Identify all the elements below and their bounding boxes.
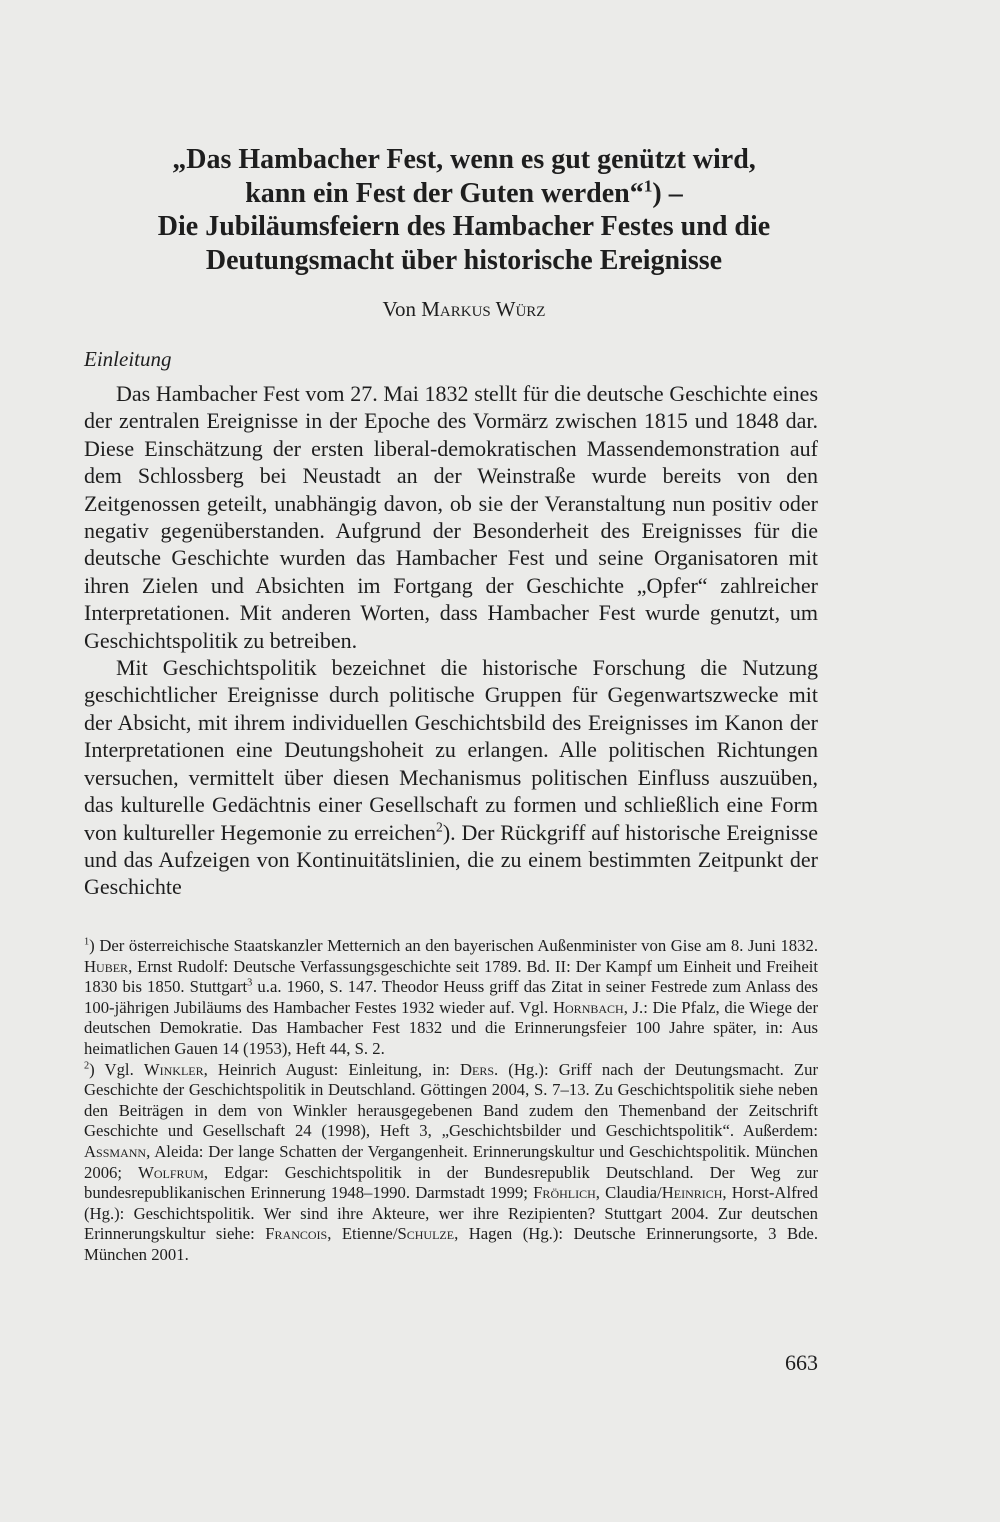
footnote-2-marker: 2 (84, 1060, 90, 1071)
title-line-4: Deutungsmacht über historische Ereignisse (205, 244, 723, 276)
footnote-separator (84, 924, 224, 925)
title-line-2: kann ein Fest der Guten werden“$^1$) – (245, 176, 683, 209)
page-number: 663 (785, 1350, 818, 1375)
footnote-ref-2[interactable]: 2 (436, 819, 443, 835)
title-line-3: Die Jubiläumsfeiern des Hambacher Festes und die (157, 211, 771, 242)
author-line (84, 296, 844, 322)
body-text (84, 380, 818, 901)
footnote-1-marker: 1 (84, 936, 90, 948)
footnotes (84, 936, 818, 1266)
title-line-1: „Das Hambacher Fest, wenn es gut genützt wird, (172, 144, 756, 175)
paragraph-1: Das Hambacher Fest vom 27. Mai 1832 stellt für die deutsche Geschichte eines der zentralen Ereignisse in der Epoche des Vormärz zwischen 1815 und 1848 dar. Diese Einschätzung der ersten liberal-demokratischen Massendemonstration auf dem Schlossberg bei Neustadt an der Weinstraße wurde bereits von den Zeitgenossen geteilt, unabhängig davon, ob sie der Veranstaltung nun positiv oder negativ gegenüberstanden. Aufgrund der Besonderheit des Ereignisses für die deutsche Geschichte wurden das Hambacher Fest und seine Organisatoren mit ihren Zielen und Absichten im Fortgang der Geschichte „Opfer“ zahlreicher Interpretationen. Mit anderen Worten, dass Hambacher Fest wurde genutzt, um Geschichtspolitik zu betreiben. (84, 381, 818, 653)
footnote-2: $^2$) Vgl. Winkler, Heinrich August: Einleitung, in: Ders. (Hg.): Griff nach der Deutungsmacht. Zur Geschichte der Geschichtspolitik in Deutschland. Göttingen 2004, S. 7–13. Zu Geschichtspolitik siehe neben den Beiträgen in dem von Winkler herausgegebenen Band zudem den Themenband der Zeitschrift Geschichte und Gesellschaft 24 (1998), Heft 3, „Geschichtsbilder und Geschichtspolitik“. Außerdem: Assmann, Aleida: Der lange Schatten der Vergangenheit. Erinnerungskultur und Geschichtspolitik. München 2006; Wolfrum, Edgar: Geschichtspolitik in der Bundesrepublik Deutschland. Der Weg zur bundesrepublikanischen Erinnerung 1948–1990. Darmstadt 1999; Fröhlich, Claudia/Heinrich, Horst-Alfred (Hg.): Geschichtspolitik. Wer sind ihre Akteure, wer ihre Rezipienten? Stuttgart 2004. Zur deutschen Erinnerungskultur siehe: Francois, Etienne/Schulze, Hagen (Hg.): Deutsche Erinnerungsorte, 3 Bde. München 2001. (84, 1059, 818, 1264)
section-heading: Einleitung (84, 347, 172, 371)
title-footnote-ref[interactable]: 1 (643, 176, 653, 196)
author-prefix: Von (382, 297, 416, 321)
paragraph-2: Mit Geschichtspolitik bezeichnet die historische Forschung die Nutzung geschichtlicher Ereignisse durch politische Gruppen für Gegenwartszwecke mit der Absicht, mit ihrem individuellen Geschichtsbild des Ereignisses im Kanon der Interpretationen eine Deutungshoheit zu erlangen. Alle politischen Richtungen versuchen, vermittelt über diesen Mechanismus politischen Einfluss auszuüben, das kulturelle Gedächtnis einer Gesellschaft zu formen und schließlich eine Form von kultureller Hegemonie zu erreichen$^2$). Der Rückgriff auf historische Ereignisse und das Aufzeigen von Kontinuitätslinien, die zu einem bestimmten Zeitpunkt der Geschichte (84, 655, 819, 900)
author-name: Markus Würz (421, 297, 546, 321)
footnote-1: $^1$) Der österreichische Staatskanzler Metternich an den bayerischen Außenminister von Gise am 8. Juni 1832. Huber, Ernst Rudolf: Deutsche Verfassungsgeschichte seit 1789. Bd. II: Der Kampf um Einheit und Freiheit 1830 bis 1850. Stuttgart$^3$ u.a. 1960, S. 147. Theodor Heuss griff das Zitat in seiner Festrede zum Anlass des 100-jährigen Jubiläums des Hambacher Festes 1932 wieder auf. Vgl. Hornbach, J.: Die Pfalz, die Wiege der deutschen Demokratie. Das Hambacher Fest 1832 und die Erinnerungsfeier 100 Jahre später, in: Aus heimatlichen Gauen 14 (1953), Heft 44, S. 2. (84, 936, 818, 1058)
article-title (84, 143, 844, 277)
